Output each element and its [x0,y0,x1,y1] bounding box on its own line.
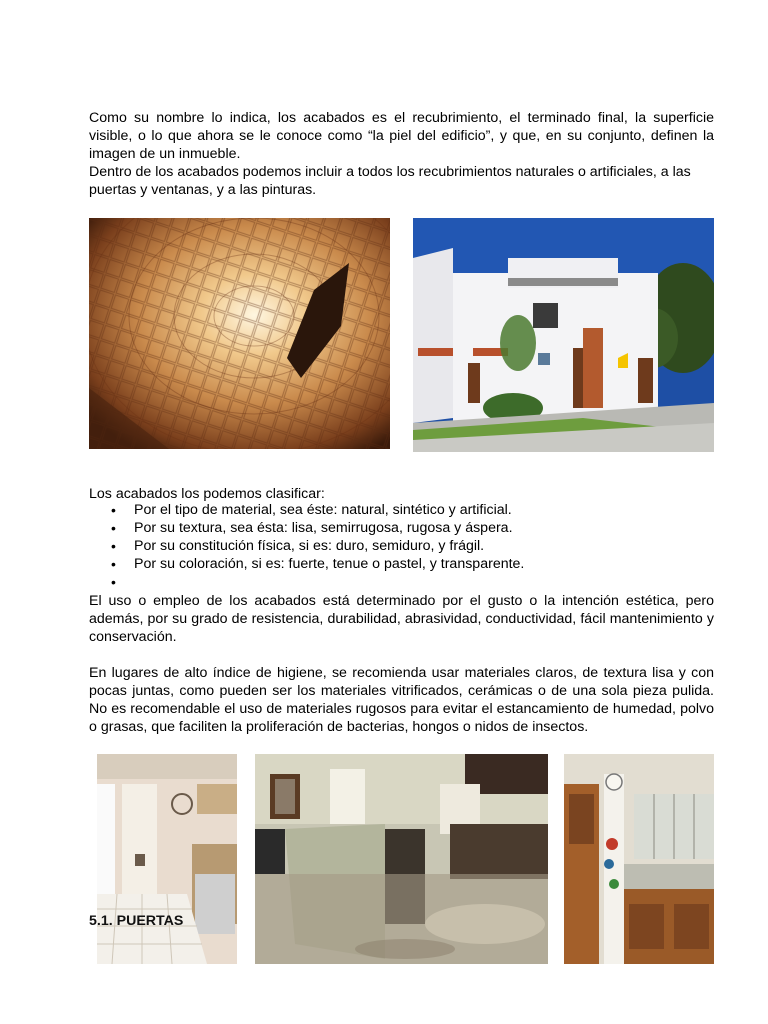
bullet-icon: • [111,502,116,518]
intro-paragraph-2: Dentro de los acabados podemos incluir a todos los recubrimientos naturales o artificiales, a las puertas y ventanas, y a las pinturas. [89,164,691,199]
bullet-icon: • [111,520,116,537]
bullet-icon: • [111,556,116,573]
list-item: • Por su constitución física, si es: duro, semiduro, y frágil. [111,538,485,555]
usage-paragraph: El uso o empleo de los acabados está determinado por el gusto o la intención estética, pero además, por su grado de resistencia, durabilidad, abrasividad, conductividad, fácil mantenimiento y conservación. [89,593,714,646]
kitchen-photo-3 [564,754,714,964]
list-item: • Por el tipo de material, sea éste: natural, sintético y artificial. [111,502,512,518]
hygiene-paragraph: En lugares de alto índice de higiene, se recomienda usar materiales claros, de textura lisa y con pocas juntas, como pueden ser los materiales vitrificados, cerámicas o de una sola pieza pulida. No es recomendable el uso de materiales rugosos para evitar el estancamiento de humedad, polvo o grasas, que faciliten la proliferación de bacterias, hongos o nidos de insectos. [89,665,714,736]
bullet-icon: • [111,538,116,555]
list-item [89,573,714,591]
list-item: • Por su textura, sea ésta: lisa, semirrugosa, rugosa y áspera. [111,520,513,537]
intro-paragraph-1: Como su nombre lo indica, los acabados es el recubrimiento, el terminado final, la superficie visible, o lo que ahora se le conoce como “la piel del edificio”, y que, en su conjunto, definen la imagen de un inmueble. [89,110,714,163]
bullet-icon: • [111,574,116,591]
list-item: • Por su coloración, si es: fuerte, tenue o pastel, y transparente. [111,556,525,573]
kitchen-photo-2 [255,754,548,964]
section-heading: 5.1. PUERTAS [89,913,184,929]
classification-lead: Los acabados los podemos clasificar: [89,486,325,502]
kitchen-photo-1 [97,754,237,964]
classification-list [89,501,714,591]
house-facade-photo [413,218,714,452]
tiled-vault-photo [89,218,390,449]
